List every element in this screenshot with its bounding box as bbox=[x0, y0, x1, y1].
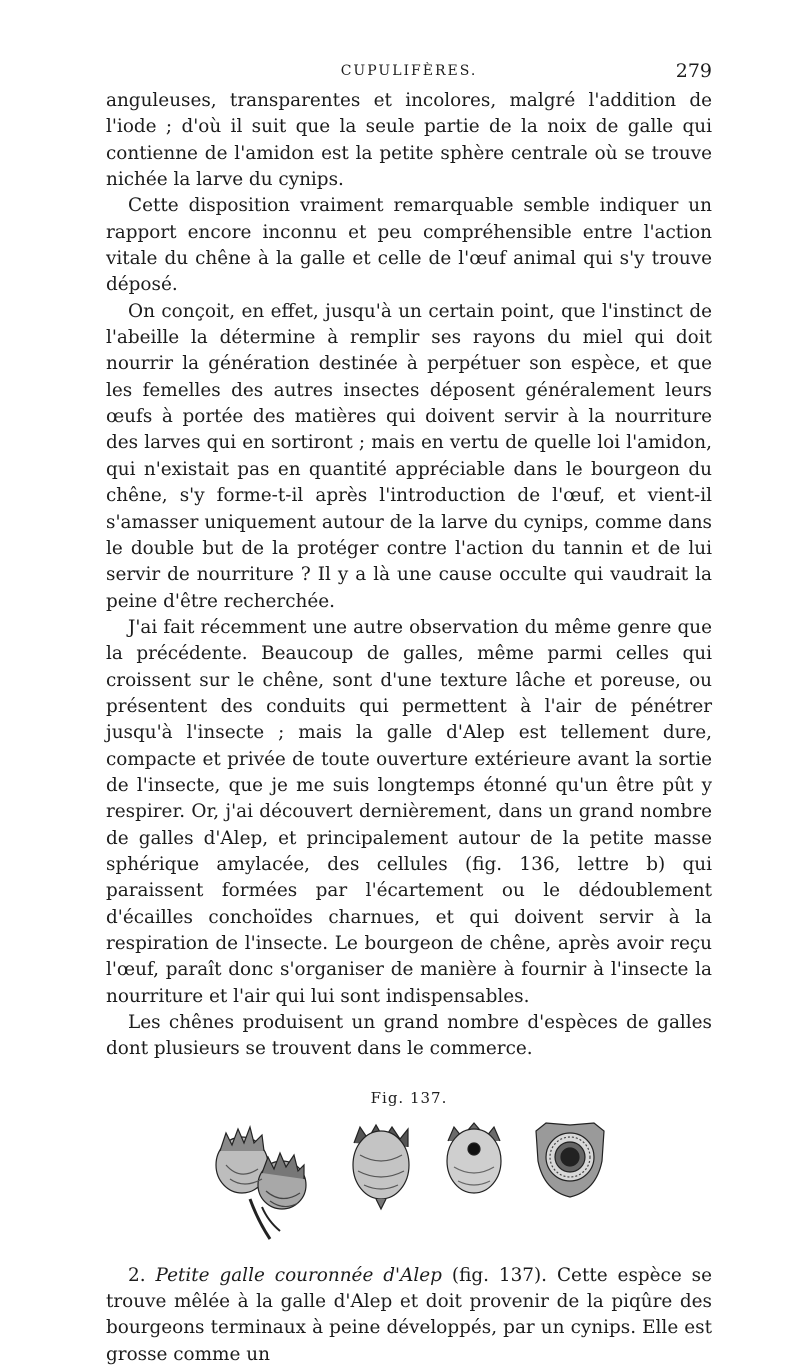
crowned-gall-illustration bbox=[346, 1121, 416, 1211]
page-number: 279 bbox=[675, 60, 712, 82]
page-header bbox=[106, 60, 712, 88]
running-title: CUPULIFÈRES. bbox=[340, 63, 478, 79]
body-text bbox=[106, 88, 712, 1063]
entry-species-name: Petite galle couronnée d'Alep bbox=[155, 1264, 442, 1286]
figure-137 bbox=[106, 1121, 712, 1245]
paragraph: Cette disposition vraiment remarquable semble indiquer un rapport encore inconnu et peu compréhensible entre l'action vitale du chêne à la galle et celle de l'œuf animal qui s'y trouve déposé. bbox=[106, 195, 712, 296]
paragraph-continued: anguleuses, transparentes et incolores, malgré l'addition de l'iode ; d'où il suit que la seule partie de la noix de galle qui contienne de l'amidon est la petite sphère centrale où se trouve nichée la larve du cynips. bbox=[106, 90, 712, 191]
gall-with-opening-illustration bbox=[442, 1121, 506, 1201]
paragraph: On conçoit, en effet, jusqu'à un certain point, que l'instinct de l'abeille la détermine à remplir ses rayons du miel qui doit nourrir la génération destinée à perpétuer son espèce, et que les femelles des autres insectes déposent généralement leurs œufs à portée des matières qui doivent servir à la nourriture des larves qui en sortiront ; mais en vertu de quelle loi l'amidon, qui n'existait pas en quantité appréciable dans le bourgeon du chêne, s'y forme-t-il après l'introduction de l'œuf, et vient-il s'amasser uniquement autour de la larve du cynips, comme dans le double but de la protéger contre l'action du tannin et de lui servir de nourriture ? Il y a là une cause occulte qui vaudrait la peine d'être recherchée. bbox=[106, 300, 712, 612]
paragraph: J'ai fait récemment une autre observation du même genre que la précédente. Beaucoup de galles, même parmi celles qui croissent sur le chêne, sont d'une texture lâche et poreuse, ou présentent des conduits qui permettent à l'air de pénétrer jusqu'à l'insecte ; mais la galle d'Alep est tellement dure, compacte et privée de toute ouverture extérieure avant la sortie de l'insecte, que je me suis longtemps étonné qu'un être pût y respirer. Or, j'ai découvert dernièrement, dans un grand nombre de galles d'Alep, et principalement autour de la petite masse sphérique amylacée, des cellules (fig. 136, lettre b) qui paraissent formées par l'écartement ou le dédoublement d'écailles conchoïdes charnues, et qui doivent servir à la respiration de l'insecte. Le bourgeon de chêne, après avoir reçu l'œuf, paraît donc s'organiser de manière à fournir à l'insecte la nourriture et l'air qui lui sont indispensables. bbox=[106, 616, 712, 1007]
gall-cross-section-illustration bbox=[532, 1121, 608, 1199]
figure-caption: Fig. 137. bbox=[370, 1088, 448, 1107]
entry-text: (fig. 137). Cette espèce se trouve mêlée à la galle d'Alep et doit provenir de la piqûre des bourgeons terminaux à peine développés, par un cynips. Elle est grosse comme un bbox=[106, 1264, 712, 1365]
entry-paragraph bbox=[106, 1263, 712, 1368]
gall-pair-on-twig-illustration bbox=[210, 1121, 320, 1243]
book-page bbox=[106, 60, 712, 1368]
numbered-entry bbox=[106, 1263, 712, 1368]
paragraph: Les chênes produisent un grand nombre d'espèces de galles dont plusieurs se trouvent dans le commerce. bbox=[106, 1012, 712, 1060]
entry-number: 2. bbox=[128, 1264, 146, 1286]
